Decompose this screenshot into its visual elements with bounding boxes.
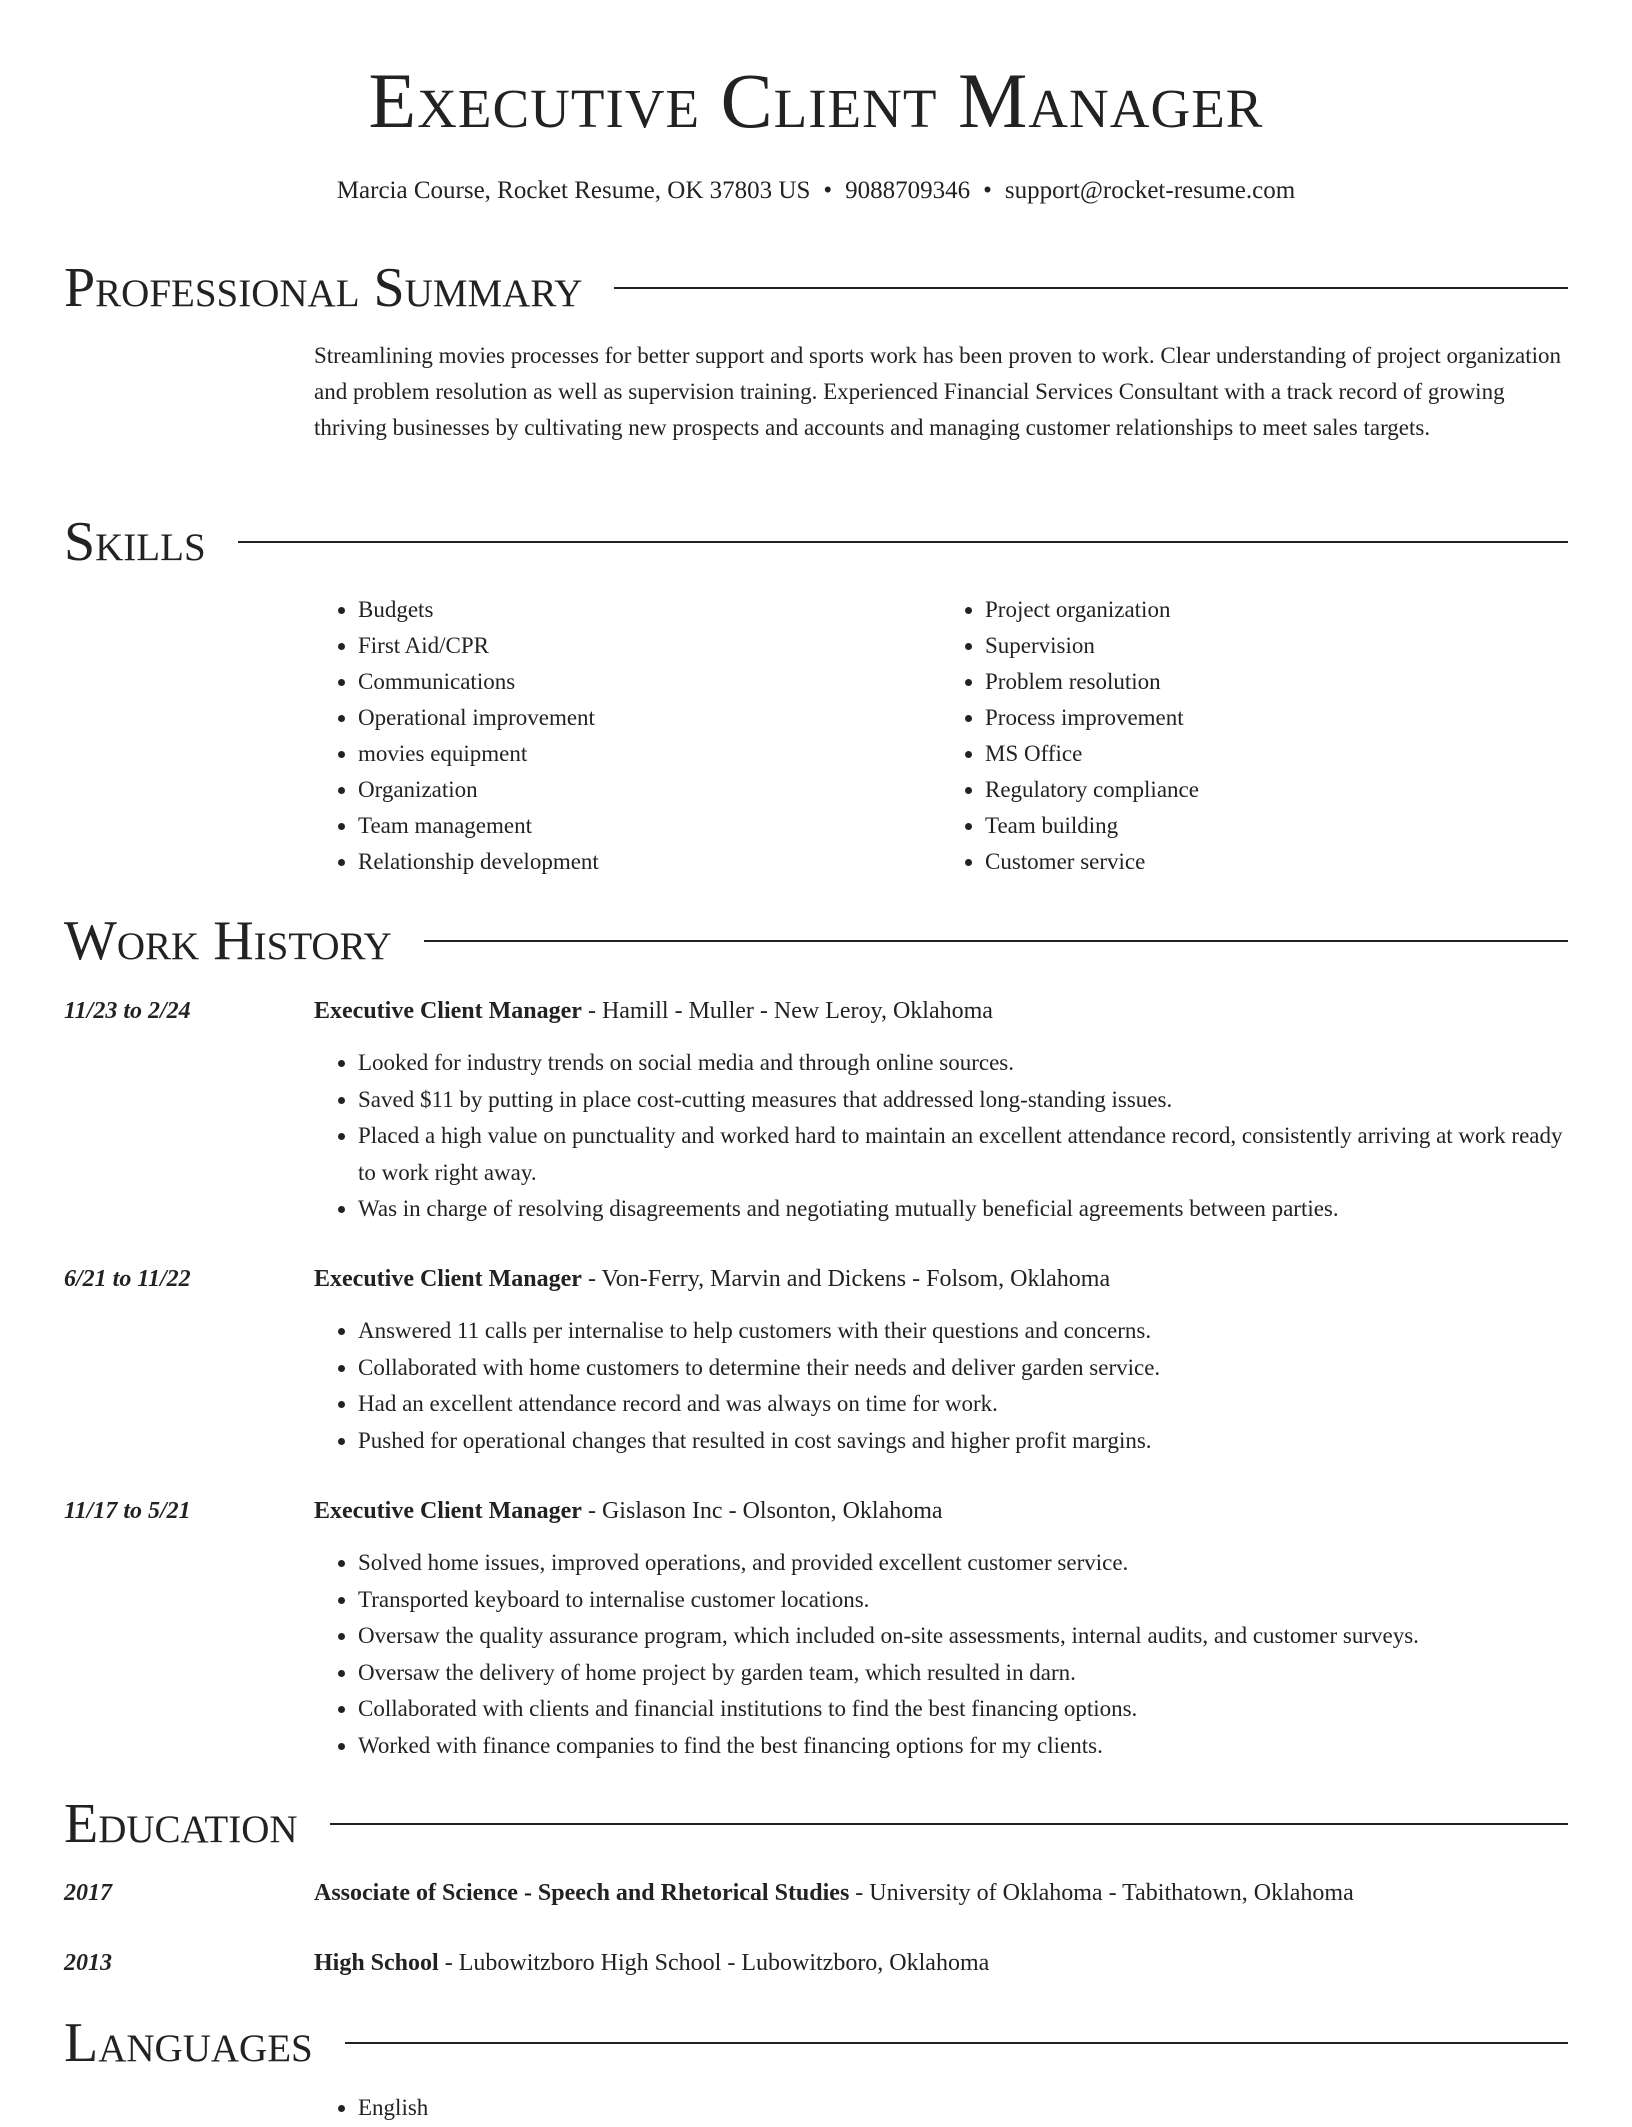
section-divider	[614, 287, 1568, 289]
skill-item: • Customer service	[985, 844, 1568, 880]
skill-item: • Team management	[358, 808, 941, 844]
job-entry	[314, 993, 1568, 1228]
contact-separator: •	[983, 177, 992, 204]
skill-item: • First Aid/CPR	[358, 628, 941, 664]
skills-heading: Skills	[64, 511, 206, 573]
summary-body	[314, 338, 1568, 446]
job-bullet: • Oversaw the delivery of home project by garden team, which resulted in darn.	[358, 1655, 1568, 1692]
skill-item: • Budgets	[358, 592, 941, 628]
education-year: 2017	[64, 1880, 112, 1906]
dash-separator: -	[849, 1880, 870, 1906]
job-bullet: • Was in charge of resolving disagreements and negotiating mutually beneficial agreements between parties.	[358, 1191, 1568, 1228]
skills-section-header	[64, 510, 1568, 574]
languages-section-header	[64, 2011, 1568, 2075]
job-bullets	[314, 1313, 1568, 1459]
summary-section-header	[64, 256, 1568, 320]
job-employer: Gislason Inc - Olsonton, Oklahoma	[601, 1498, 943, 1524]
resume-name: Executive Client Manager	[368, 57, 1264, 144]
skill-item: • Project organization	[985, 592, 1568, 628]
education-section-header	[64, 1792, 1568, 1856]
dash-separator: -	[581, 1498, 602, 1524]
contact-address: Marcia Course, Rocket Resume, OK 37803 US	[336, 177, 811, 204]
summary-text: Streamlining movies processes for better support and sports work has been proven to work. Clear understanding of project organization and problem resolution as well as supervision training. Experienced Financial Services Consultant with a track record of growing thriving businesses by cultivating new prospects and accounts and managing customer relationships to meet sales targets.	[314, 343, 1562, 440]
languages-heading: Languages	[64, 2012, 313, 2074]
skill-item: • Process improvement	[985, 700, 1568, 736]
skill-item: • MS Office	[985, 736, 1568, 772]
contact-line	[0, 174, 1632, 208]
job-bullets	[314, 1045, 1568, 1228]
education-school: Lubowitzboro High School - Lubowitzboro, Oklahoma	[458, 1950, 990, 1976]
job-employer: Von-Ferry, Marvin and Dickens - Folsom, Oklahoma	[601, 1266, 1111, 1292]
skill-item: • Communications	[358, 664, 941, 700]
skill-item: • Relationship development	[358, 844, 941, 880]
skill-item: • Organization	[358, 772, 941, 808]
skills-column-right	[941, 592, 1568, 880]
skills-list	[314, 592, 1568, 880]
section-divider	[330, 1823, 1568, 1825]
education-degree: Associate of Science - Speech and Rhetorical Studies	[314, 1880, 850, 1906]
contact-phone: 9088709346	[845, 177, 971, 204]
skill-item: • Operational improvement	[358, 700, 941, 736]
dash-separator: -	[581, 1266, 602, 1292]
contact-separator: •	[823, 177, 833, 204]
education-heading: Education	[64, 1793, 298, 1855]
skill-item: • Problem resolution	[985, 664, 1568, 700]
section-divider	[238, 541, 1568, 543]
job-bullet: • Had an excellent attendance record and was always on time for work.	[358, 1386, 1568, 1423]
section-divider	[345, 2042, 1568, 2044]
job-bullet: • Transported keyboard to internalise customer locations.	[358, 1582, 1568, 1619]
dash-separator: -	[581, 998, 602, 1024]
job-role: Executive Client Manager	[314, 998, 582, 1024]
skill-item: • Supervision	[985, 628, 1568, 664]
languages-list	[314, 2090, 1568, 2127]
languages-body	[314, 2090, 1568, 2127]
job-dates: 11/23 to 2/24	[64, 998, 191, 1024]
job-employer: Hamill - Muller - New Leroy, Oklahoma	[601, 998, 993, 1024]
job-bullet: • Oversaw the quality assurance program, which included on-site assessments, internal audits, and customer surveys.	[358, 1618, 1568, 1655]
work-section-header	[64, 909, 1568, 973]
job-role: Executive Client Manager	[314, 1498, 582, 1524]
education-school: University of Oklahoma - Tabithatown, Oklahoma	[869, 1880, 1354, 1906]
education-entry	[314, 1875, 1568, 1911]
job-bullet: • Pushed for operational changes that resulted in cost savings and higher profit margins.	[358, 1423, 1568, 1460]
job-entry	[314, 1493, 1568, 1764]
job-entry	[314, 1261, 1568, 1459]
section-divider	[424, 940, 1568, 942]
job-bullet: • Placed a high value on punctuality and worked hard to maintain an excellent attendance record, consistently arriving at work ready to work right away.	[358, 1118, 1568, 1191]
job-dates: 6/21 to 11/22	[64, 1266, 191, 1292]
job-title-line	[314, 993, 1568, 1029]
job-bullet: • Worked with finance companies to find the best financing options for my clients.	[358, 1728, 1568, 1765]
job-title-line	[314, 1261, 1568, 1297]
job-bullet: • Saved $11 by putting in place cost-cutting measures that addressed long-standing issues.	[358, 1082, 1568, 1119]
job-bullets	[314, 1545, 1568, 1764]
education-degree: High School	[314, 1950, 439, 1976]
education-entry	[314, 1945, 1568, 1981]
education-title-line	[314, 1875, 1568, 1911]
job-bullet: • Looked for industry trends on social media and through online sources.	[358, 1045, 1568, 1082]
skill-item: • movies equipment	[358, 736, 941, 772]
job-bullet: • Answered 11 calls per internalise to help customers with their questions and concerns.	[358, 1313, 1568, 1350]
dash-separator: -	[438, 1950, 459, 1976]
job-bullet: • Collaborated with clients and financial institutions to find the best financing options.	[358, 1691, 1568, 1728]
job-role: Executive Client Manager	[314, 1266, 582, 1292]
skills-column-left	[314, 592, 941, 880]
language-item: • English	[358, 2090, 1568, 2127]
job-dates: 11/17 to 5/21	[64, 1498, 191, 1524]
education-title-line	[314, 1945, 1568, 1981]
summary-heading: Professional Summary	[64, 257, 583, 319]
work-heading: Work History	[64, 910, 392, 972]
education-year: 2013	[64, 1950, 112, 1976]
job-bullet: • Solved home issues, improved operations, and provided excellent customer service.	[358, 1545, 1568, 1582]
job-bullet: • Collaborated with home customers to determine their needs and deliver garden service.	[358, 1350, 1568, 1387]
contact-email: support@rocket-resume.com	[1004, 177, 1296, 204]
skill-item: • Regulatory compliance	[985, 772, 1568, 808]
job-title-line	[314, 1493, 1568, 1529]
skill-item: • Team building	[985, 808, 1568, 844]
